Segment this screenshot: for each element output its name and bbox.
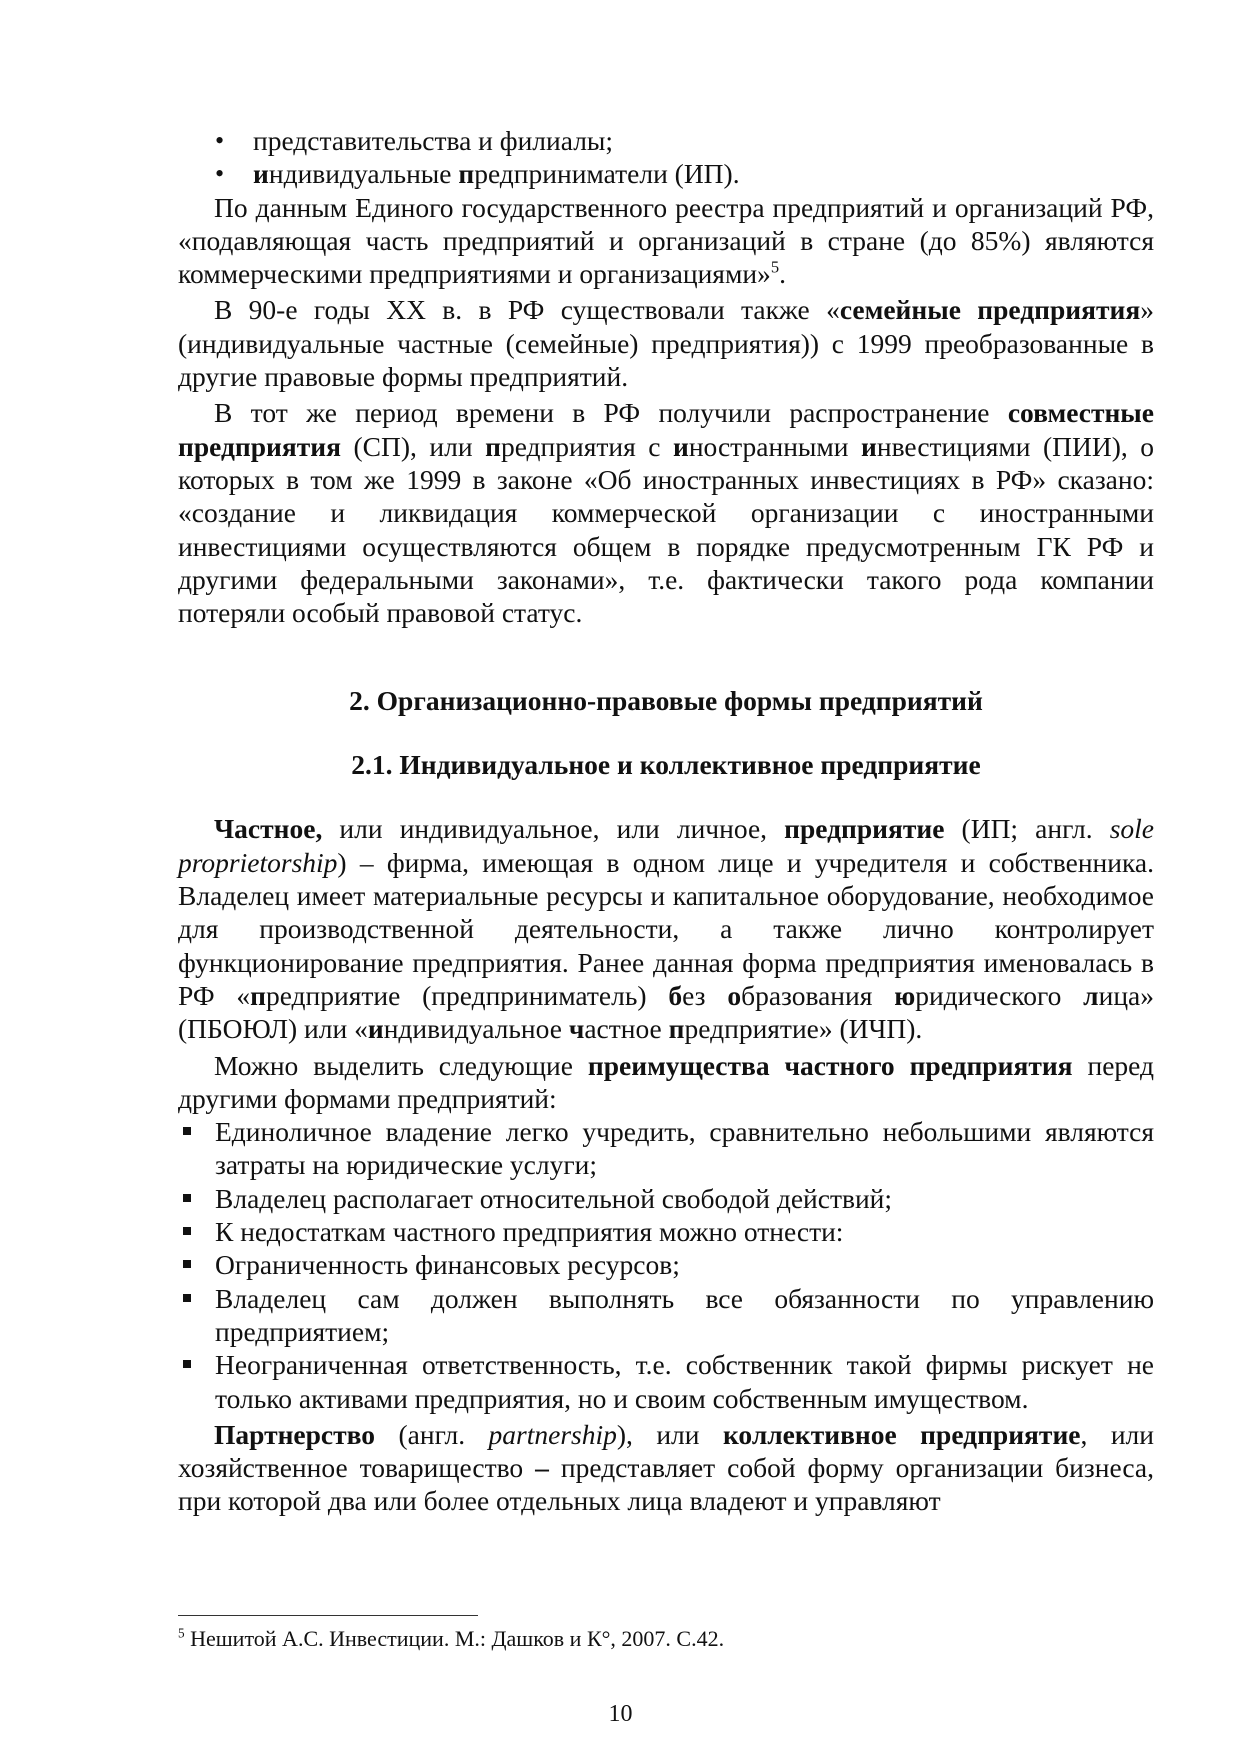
square-bullet-list bbox=[178, 1115, 1154, 1415]
footnote-separator bbox=[178, 1615, 478, 1616]
list-item: • индивидуальные предприниматели (ИП). bbox=[178, 157, 1154, 190]
footnote bbox=[178, 1615, 1154, 1652]
list-item: Единоличное владение легко учредить, сравнительно небольшими являются затраты на юридические услуги; bbox=[178, 1115, 1154, 1182]
list-item: Владелец располагает относительной свободой действий; bbox=[178, 1182, 1154, 1215]
page-number: 10 bbox=[608, 1701, 633, 1727]
footnote-ref: 5 bbox=[770, 257, 780, 277]
list-item: • представительства и филиалы; bbox=[178, 124, 1154, 157]
list-item: Ограниченность финансовых ресурсов; bbox=[178, 1248, 1154, 1281]
paragraph-registry: По данным Единого государственного реестра предприятий и организаций РФ, «подавляющая часть предприятий и организаций в стране (до 85%) являются коммерческими предприятиями и организациями»$^5$. bbox=[178, 191, 1154, 290]
section-heading: 2. Организационно-правовые формы предприятий bbox=[349, 685, 983, 717]
list-item: Неограниченная ответственность, т.е. собственник такой фирмы рискует не только активами предприятия, но и своим собственным имуществом. bbox=[178, 1348, 1154, 1415]
footnote-text: $^5$ Нешитой А.С. Инвестиции. М.: Дашков и К°, 2007. С.42. bbox=[178, 1625, 725, 1651]
paragraph-joint-ventures: В тот же период времени в РФ получили распространение совместные предприятия (СП), или предприятия с иностранными инвестициями (ПИИ), о которых в том же 1999 в законе «Об иностранных инвестициях в РФ» сказано: «создание и ликвидация коммерческой организации с иностранными инвестициями осуществляются общем в порядке предусмотренным ГК РФ и другими федеральными законами», т.е. фактически такого рода компании потеряли особый правовой статус. bbox=[178, 397, 1154, 629]
list-item: Владелец сам должен выполнять все обязанности по управлению предприятием; bbox=[178, 1282, 1154, 1349]
paragraph-private-enterprise: Частное, или индивидуальное, или личное, предприятие (ИП; англ. sole proprietorship) – фирма, имеющая в одном лице и учредителя и собственника. Владелец имеет материальные ресурсы и капитальное оборудование, необходимое для производственной деятельности, а также лично контролирует функционирование предприятия. Ранее данная форма предприятия именовалась в РФ «предприятие (предприниматель) без образования юридического лица» (ПБОЮЛ) или «индивидуальное частное предприятие» (ИЧП). bbox=[178, 813, 1154, 1045]
bullet-list-top bbox=[178, 124, 1154, 191]
paragraph-partnership: Партнерство (англ. partnership), или коллективное предприятие, или хозяйственное товарищество – представляет собой форму организации бизнеса, при которой два или более отдельных лица владеют и управляют bbox=[178, 1418, 1154, 1517]
main-text bbox=[178, 124, 1154, 1518]
list-item: К недостаткам частного предприятия можно отнести: bbox=[178, 1215, 1154, 1248]
subsection-heading: 2.1. Индивидуальное и коллективное предприятие bbox=[351, 749, 981, 781]
paragraph-advantages: Можно выделить следующие преимущества частного предприятия перед другими формами предприятий: bbox=[178, 1049, 1154, 1114]
paragraph-family-enterprises: В 90-е годы XX в. в РФ существовали также «семейные предприятия» (индивидуальные частные (семейные) предприятия)) с 1999 преобразованные в другие правовые формы предприятий. bbox=[178, 294, 1154, 393]
